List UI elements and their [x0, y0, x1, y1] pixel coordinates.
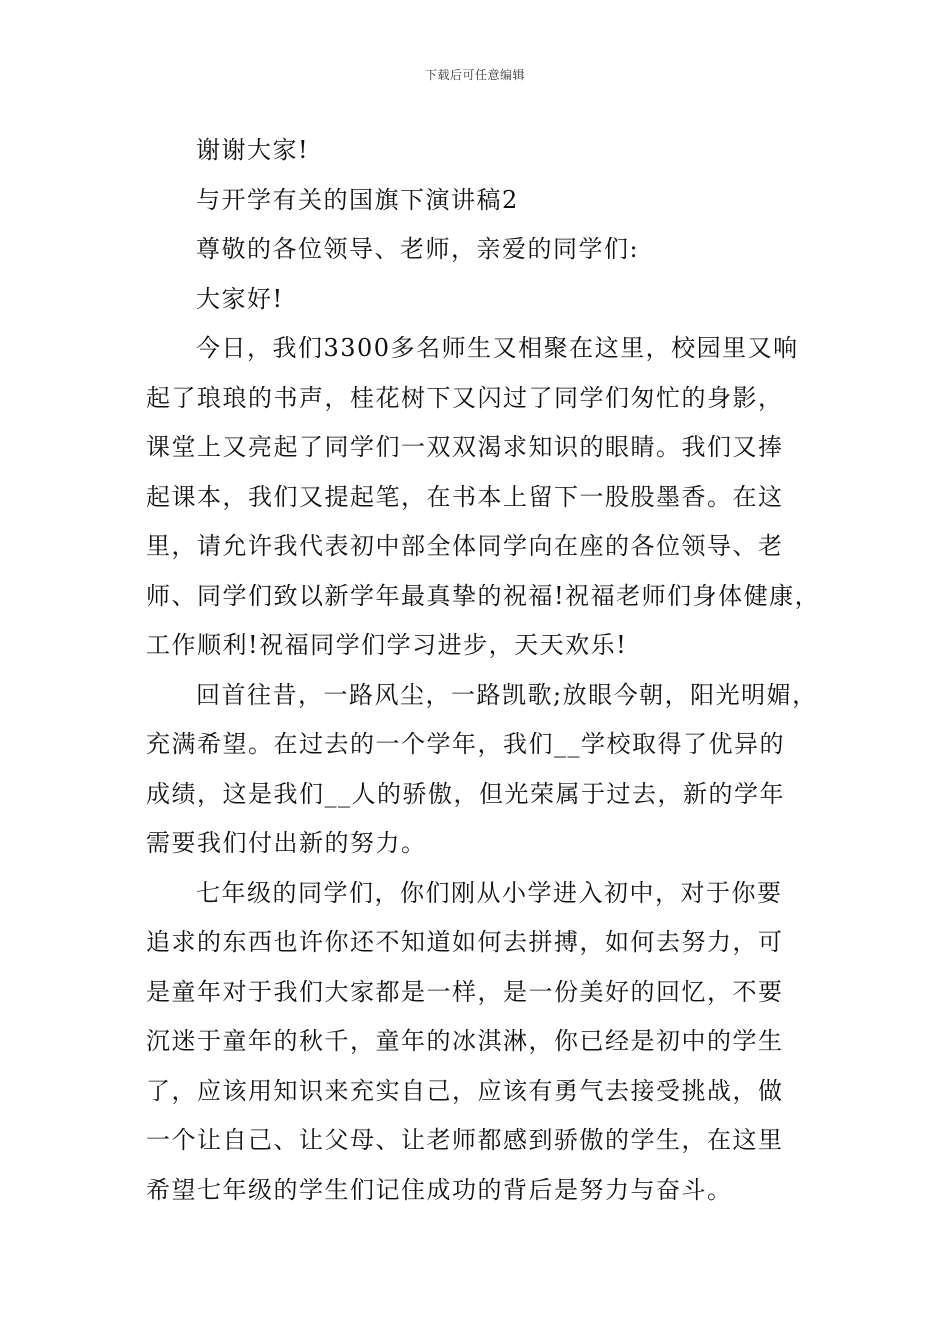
text-line: 大家好! — [196, 284, 284, 313]
text-line: 里，请允许我代表初中部全体同学向在座的各位领导、老 — [146, 532, 784, 560]
text-line: 一个让自己、让父母、让老师都感到骄傲的学生，在这里 — [146, 1126, 784, 1154]
text-line: 谢谢大家! — [196, 136, 310, 164]
text-line: 起了琅琅的书声，桂花树下又闪过了同学们匆忙的身影， — [146, 383, 784, 412]
text-line: 师、同学们致以新学年最真挚的祝福!祝福老师们身体健康， — [146, 581, 821, 610]
text-line: 沉迷于童年的秋千，童年的冰淇淋，你已经是初中的学生 — [146, 1027, 784, 1055]
text-line: 追求的东西也许你还不知道如何去拼搏，如何去努力，可 — [146, 928, 784, 956]
text-line: 了，应该用知识来充实自己，应该有勇气去接受挑战，做 — [146, 1076, 784, 1105]
text-line: 工作顺利!祝福同学们学习进步，天天欢乐! — [146, 631, 628, 659]
text-line: 希望七年级的学生们记住成功的背后是努力与奋斗。 — [146, 1175, 733, 1204]
text-line: 今日，我们3300多名师生又相聚在这里，校园里又响 — [196, 334, 799, 362]
page-header: 下载后可任意编辑 — [424, 68, 525, 82]
text-line: 成绩，这是我们__人的骄傲，但光荣属于过去，新的学年 — [146, 779, 785, 808]
text-line: 需要我们付出新的努力。 — [146, 829, 427, 857]
text-line: 尊敬的各位领导、老师，亲爱的同学们: — [196, 235, 640, 263]
text-line: 与开学有关的国旗下演讲稿2 — [196, 185, 519, 214]
text-line: 回首往昔，一路风尘，一路凯歌;放眼今朝，阳光明媚， — [196, 680, 818, 709]
text-line: 是童年对于我们大家都是一样，是一份美好的回忆，不要 — [146, 977, 784, 1006]
text-line: 充满希望。在过去的一个学年，我们__学校取得了优异的 — [146, 730, 785, 758]
text-line: 起课本，我们又提起笔，在书本上留下一股股墨香。在这 — [146, 482, 784, 511]
document-body — [146, 126, 830, 1215]
text-line: 课堂上又亮起了同学们一双双渴求知识的眼睛。我们又捧 — [146, 433, 784, 461]
text-line: 七年级的同学们，你们刚从小学进入初中，对于你要 — [196, 878, 783, 907]
